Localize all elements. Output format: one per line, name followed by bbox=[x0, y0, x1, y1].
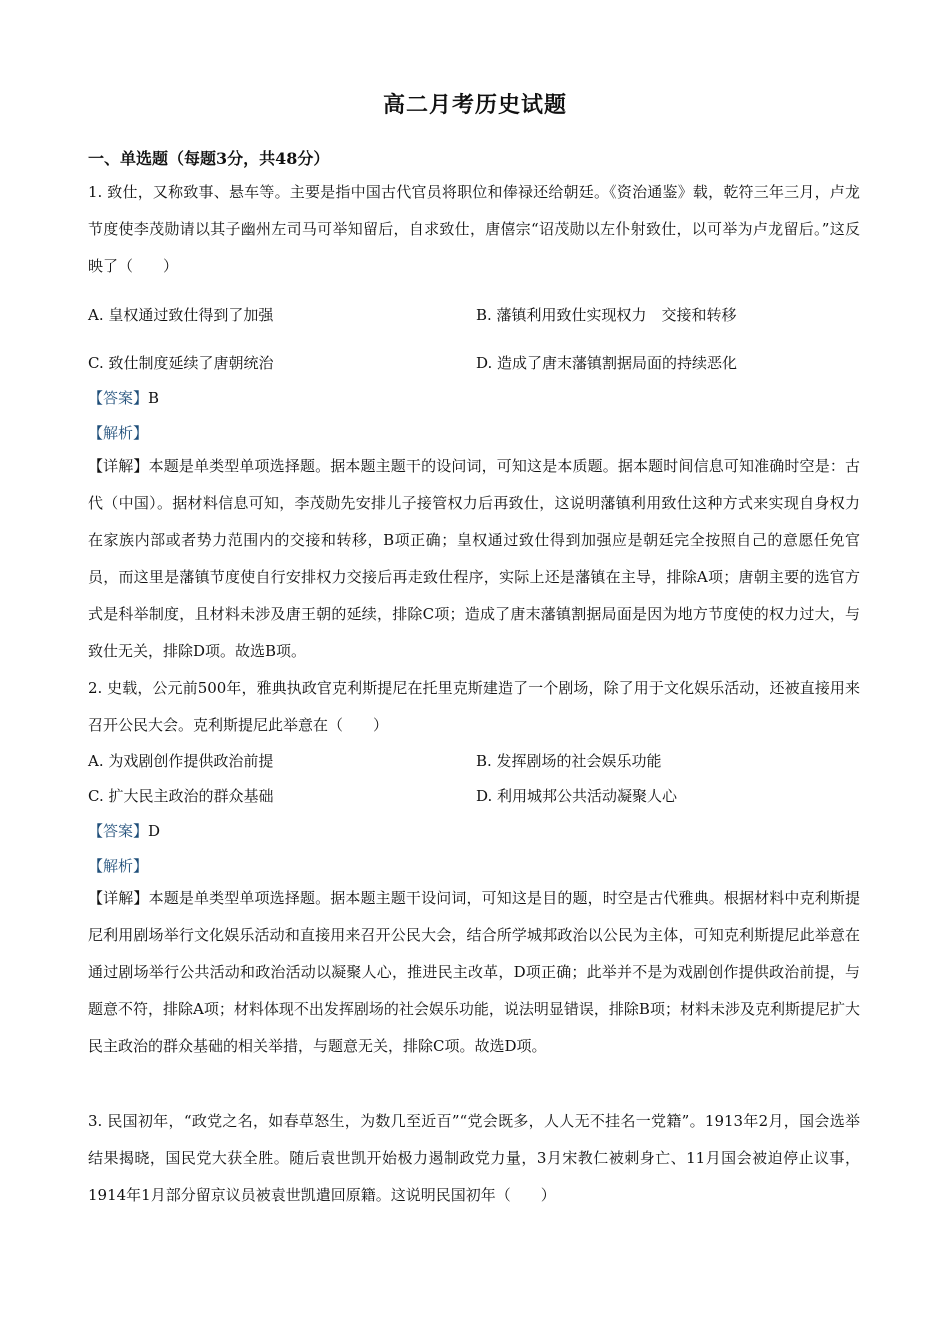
question-2-stem: 2. 史载，公元前500年，雅典执政官克利斯提尼在托里克斯建造了一个剧场，除了用于文化娱乐活动，还被直接用来召开公民大会。克利斯提尼此举意在（ ） bbox=[88, 679, 860, 734]
question-1-option-c: C. 致仕制度延续了唐朝统治 bbox=[88, 354, 274, 372]
question-1-detail bbox=[88, 448, 860, 670]
question-2-answer: D bbox=[148, 822, 161, 840]
question-1-option-d: D. 造成了唐末藩镇割据局面的持续恶化 bbox=[476, 354, 738, 372]
detail-label: 【详解】 bbox=[88, 457, 149, 475]
question-1-answer-row bbox=[88, 387, 159, 408]
question-2-option-b: B. 发挥剧场的社会娱乐功能 bbox=[476, 752, 662, 770]
question-1-answer: B bbox=[148, 389, 160, 407]
question-2-option-a: A. 为戏剧创作提供政治前提 bbox=[88, 752, 274, 770]
question-3-stem: 3. 民国初年，“政党之名，如春草怒生，为数几至近百”“党会既多，人人无不挂名一党籍”。1913年2月，国会选举结果揭晓，国民党大获全胜。随后袁世凯开始极力遏制政党力量，3月宋教仁被刺身亡、11月国会被迫停止议事，1914年1月部分留京议员被袁世凯遣回原籍。这说明民国初年（ ） bbox=[88, 1112, 860, 1204]
question-2-analysis-row bbox=[88, 855, 148, 876]
section-heading: 一、单选题（每题3分，共48分） bbox=[88, 149, 330, 168]
question-1-option-a: A. 皇权通过致仕得到了加强 bbox=[88, 306, 274, 324]
question-1-stem: 1. 致仕，又称致事、悬车等。主要是指中国古代官员将职位和俸禄还给朝廷。《资治通鉴》载，乾符三年三月，卢龙节度使李茂勋请以其子幽州左司马可举知留后，自求致仕，唐僖宗“诏茂勋以左仆射致仕，以可举为卢龙留后。”这反映了（ ） bbox=[88, 183, 860, 275]
analysis-label: 【解析】 bbox=[88, 424, 149, 442]
question-2-answer-row bbox=[88, 820, 160, 841]
question-2-option-d: D. 利用城邦公共活动凝聚人心 bbox=[476, 787, 678, 805]
answer-label: 【答案】 bbox=[88, 389, 149, 407]
question-1-detail-text: 本题是单类型单项选择题。据本题主题干的设问词，可知这是本质题。据本题时间信息可知准确时空是：古代（中国）。据材料信息可知，李茂勋先安排儿子接管权力后再致仕，这说明藩镇利用致仕这种方式来实现自身权力在家族内部或者势力范围内的交接和转移，B项正确；皇权通过致仕得到加强应是朝廷完全按照自己的意愿任免官员，而这里是藩镇节度使自行安排权力交接后再走致仕程序，实际上还是藩镇在主导，排除A项；唐朝主要的选官方式是科举制度，且材料未涉及唐王朝的延续，排除C项；造成了唐末藩镇割据局面是因为地方节度使的权力过大，与致仕无关，排除D项。故选B项。 bbox=[88, 457, 860, 660]
detail-label: 【详解】 bbox=[88, 889, 149, 907]
question-2-option-c: C. 扩大民主政治的群众基础 bbox=[88, 787, 274, 805]
question-2-detail bbox=[88, 880, 860, 1065]
question-2-detail-text: 本题是单类型单项选择题。据本题主题干设问词，可知这是目的题，时空是古代雅典。根据材料中克利斯提尼利用剧场举行文化娱乐活动和直接用来召开公民大会，结合所学城邦政治以公民为主体，可知克利斯提尼此举意在通过剧场举行公共活动和政治活动以凝聚人心，推进民主改革，D项正确；此举并不是为戏剧创作提供政治前提，与题意不符，排除A项；材料体现不出发挥剧场的社会娱乐功能，说法明显错误，排除B项；材料未涉及克利斯提尼扩大民主政治的群众基础的相关举措，与题意无关，排除C项。故选D项。 bbox=[88, 889, 860, 1055]
answer-label: 【答案】 bbox=[88, 822, 149, 840]
analysis-label: 【解析】 bbox=[88, 857, 149, 875]
page-title: 高二月考历史试题 bbox=[382, 92, 567, 118]
question-1-option-b: B. 藩镇利用致仕实现权力 交接和转移 bbox=[476, 306, 737, 324]
question-1-analysis-row bbox=[88, 422, 148, 443]
